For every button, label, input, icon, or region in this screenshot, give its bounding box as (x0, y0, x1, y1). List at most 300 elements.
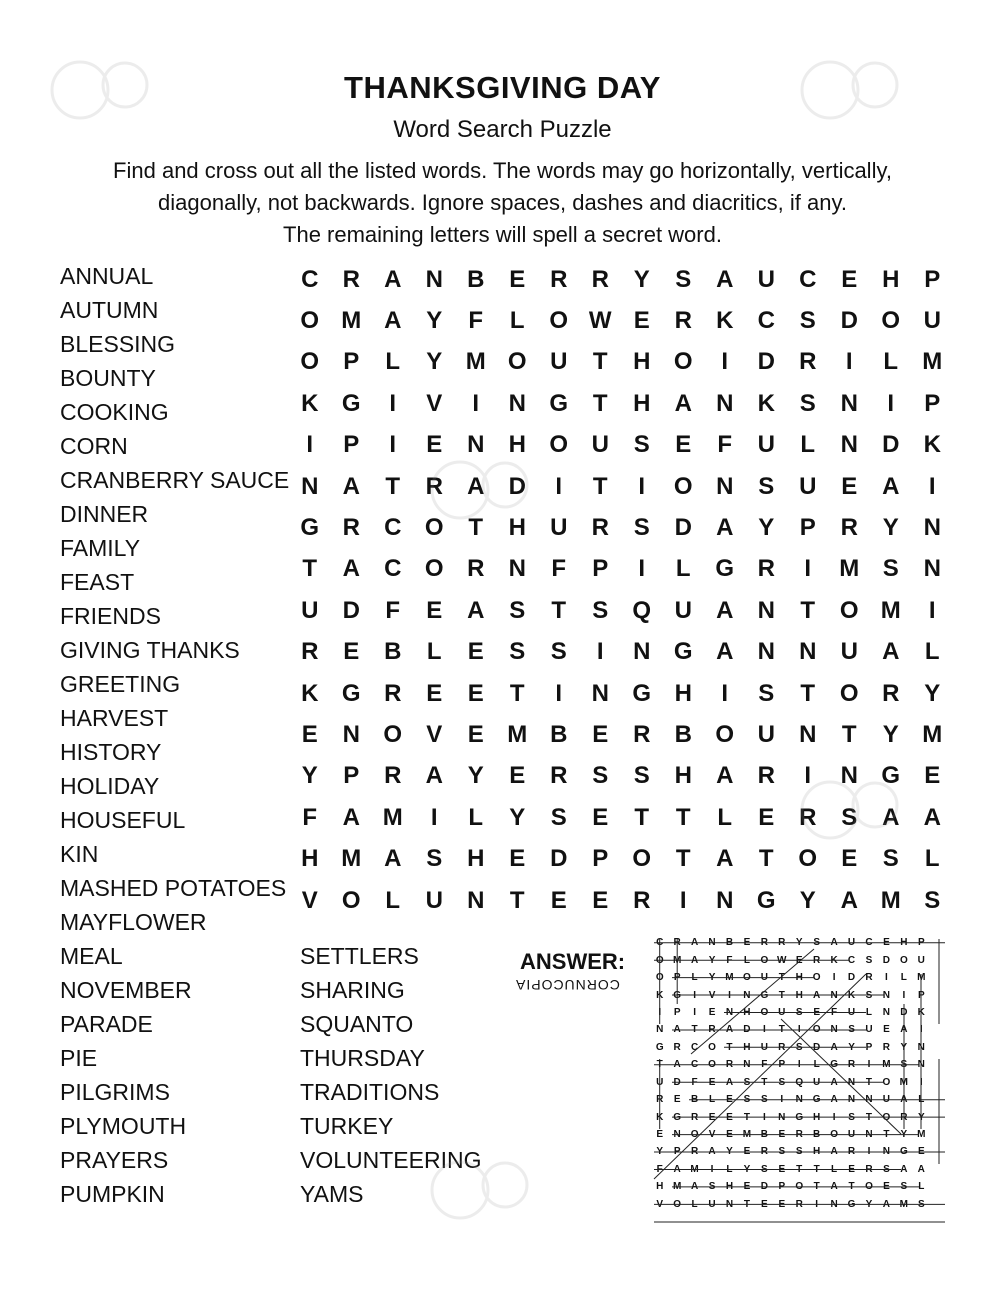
grid-letter: L (385, 348, 401, 376)
word-list-item: PARADE (60, 1011, 153, 1037)
word-list-item: AUTUMN (60, 297, 159, 323)
solution-letter: G (673, 989, 682, 1001)
word-list-item: PUMPKIN (60, 1181, 165, 1207)
grid-letter: G (715, 555, 735, 583)
solution-letter: I (780, 1094, 784, 1106)
grid-letter: N (425, 265, 443, 293)
grid-letter: T (592, 472, 608, 500)
grid-letter-row (289, 507, 953, 548)
grid-letter: R (591, 265, 609, 293)
grid-letter: T (509, 679, 525, 707)
solution-letter: M (899, 1076, 909, 1088)
grid-letter: H (467, 845, 485, 873)
solution-letter: R (813, 954, 821, 966)
solution-letter: E (708, 1076, 716, 1088)
solution-letter: E (726, 1111, 733, 1123)
solution-letter: W (777, 954, 787, 966)
grid-letter: I (721, 679, 729, 707)
solution-letter: B (725, 937, 734, 949)
grid-letter: C (384, 555, 402, 583)
grid-letter: E (426, 596, 443, 624)
grid-letter: A (716, 845, 734, 873)
grid-letter: S (924, 886, 941, 914)
instruction-line: diagonally, not backwards. Ignore spaces, dashes and diacritics, if any. (158, 190, 847, 215)
grid-letter: H (633, 348, 651, 376)
solution-letter: M (742, 1129, 752, 1141)
solution-letter: L (918, 1181, 925, 1193)
solution-letter: R (778, 937, 786, 949)
solution-letter: Y (726, 1146, 733, 1158)
grid-letter: V (301, 886, 318, 914)
solution-letter: O (882, 1076, 891, 1088)
grid-letter: I (845, 348, 853, 376)
solution-letter: M (672, 1181, 682, 1193)
solution-letter: F (726, 954, 733, 966)
solution-letter: E (778, 1163, 786, 1175)
grid-letter: Y (924, 679, 941, 707)
grid-letter: R (633, 720, 651, 748)
grid-letter: A (840, 886, 858, 914)
grid-letter: P (924, 265, 941, 293)
solution-letter: O (760, 1006, 769, 1018)
word-list-item: ANNUAL (60, 263, 154, 289)
grid-letter: R (674, 307, 692, 335)
solution-letter: B (690, 1094, 699, 1106)
grid-letter: Q (632, 596, 652, 624)
grid-letter: U (757, 265, 775, 293)
solution-letter: R (900, 1111, 908, 1123)
grid-letter: R (342, 265, 360, 293)
solution-letter: R (795, 1129, 803, 1141)
grid-letter: E (509, 762, 526, 790)
solution-letter: G (847, 1198, 856, 1210)
solution-letter: S (865, 989, 873, 1001)
solution-letter: T (778, 1024, 785, 1036)
grid-letter: D (840, 307, 858, 335)
grid-letter: M (341, 845, 362, 873)
word-list-item: HOUSEFUL (60, 807, 186, 833)
solution-letter: H (813, 1111, 821, 1123)
solution-letter: L (865, 1006, 873, 1018)
solution-letter: A (830, 1041, 838, 1053)
grid-letter: A (716, 762, 734, 790)
grid-letter-row (289, 549, 953, 590)
solution-letter: R (673, 937, 681, 949)
grid-letter: A (384, 307, 402, 335)
solution-letter: E (726, 1094, 733, 1106)
solution-letter: C (690, 1041, 699, 1053)
solution-letter: T (743, 1111, 750, 1123)
solution-letter: U (917, 954, 925, 966)
solution-letter: O (655, 954, 664, 966)
grid-letter: S (592, 596, 609, 624)
grid-letter: A (342, 472, 360, 500)
grid-letter-row (289, 259, 953, 300)
solution-letter: S (778, 1146, 786, 1158)
solution-letter: S (761, 1163, 768, 1175)
grid-letter: A (425, 762, 443, 790)
grid-letter: E (592, 886, 609, 914)
grid-letter: S (882, 845, 899, 873)
solution-letter: M (899, 1198, 909, 1210)
grid-letter: S (633, 431, 650, 459)
solution-letter: S (708, 1181, 716, 1193)
solution-letter: I (658, 1006, 662, 1018)
grid-letter: W (588, 307, 612, 335)
solution-letter: I (919, 1076, 923, 1088)
grid-letter: A (716, 596, 734, 624)
solution-letter: E (883, 1181, 890, 1193)
solution-letter: A (708, 1146, 716, 1158)
word-list-item: BLESSING (60, 331, 176, 357)
solution-letter: R (865, 1163, 873, 1175)
grid-letter: G (881, 762, 901, 790)
grid-letter: F (717, 431, 733, 459)
solution-letter: E (656, 1129, 664, 1141)
grid-letter: H (508, 514, 526, 542)
solution-letter: A (830, 937, 838, 949)
grid-letter: F (468, 307, 484, 335)
grid-letter: Y (467, 762, 484, 790)
grid-letter: B (674, 720, 692, 748)
solution-letter: I (867, 1146, 871, 1158)
solution-letter: A (690, 937, 699, 949)
solution-letter: O (690, 1129, 699, 1141)
solution-letter: N (830, 989, 838, 1001)
solution-letter: A (673, 1024, 681, 1036)
grid-letter: N (840, 431, 858, 459)
solution-letter: A (830, 1146, 838, 1158)
solution-letter: N (865, 1129, 873, 1141)
grid-letter: S (882, 555, 899, 583)
grid-letter: L (717, 803, 733, 831)
grid-letter: T (592, 389, 608, 417)
solution-letter: N (778, 1111, 786, 1123)
word-list-item: TRADITIONS (300, 1079, 440, 1105)
solution-letter: R (882, 1041, 891, 1053)
grid-letter: C (384, 514, 402, 542)
grid-letter: A (882, 638, 900, 666)
grid-letter: T (675, 845, 691, 873)
solution-letter: S (795, 1146, 803, 1158)
grid-letter: Y (301, 762, 318, 790)
grid-letter: E (467, 720, 484, 748)
solution-letter: N (673, 1129, 681, 1141)
solution-letter: C (847, 954, 856, 966)
word-list-item: CRANBERRY SAUCE (60, 467, 290, 493)
grid-letter: M (880, 886, 901, 914)
solution-letter: F (691, 1076, 698, 1088)
grid-letter: Y (882, 720, 899, 748)
grid-letter: T (302, 555, 318, 583)
solution-letter: S (795, 1041, 803, 1053)
solution-letter: Y (848, 1041, 855, 1053)
solution-letter: O (673, 1198, 682, 1210)
solution-letter: Y (795, 937, 803, 949)
solution-letter: T (656, 1059, 663, 1071)
grid-letter: M (922, 348, 943, 376)
solution-letter: T (691, 1024, 698, 1036)
grid-letter: Y (426, 307, 443, 335)
grid-letter: A (882, 803, 900, 831)
solution-letter: T (778, 989, 785, 1001)
word-list-item: PRAYERS (60, 1147, 169, 1173)
solution-letter: I (867, 1059, 871, 1071)
word-list-item: MAYFLOWER (60, 909, 207, 935)
solution-letter: O (812, 972, 821, 984)
grid-letter: S (841, 803, 858, 831)
word-list-item: GIVING THANKS (60, 637, 240, 663)
solution-letter: P (673, 1146, 681, 1158)
grid-letter: A (467, 596, 485, 624)
solution-letter: R (865, 972, 873, 984)
grid-letter: R (882, 679, 900, 707)
solution-letter: A (830, 1076, 838, 1088)
solution-letter: O (708, 1041, 716, 1053)
solution-letter: G (812, 1094, 821, 1106)
solution-letter: A (917, 1163, 925, 1175)
grid-letter: S (592, 762, 609, 790)
solution-letter: N (882, 1006, 891, 1018)
grid-letter: N (633, 638, 651, 666)
grid-letter: I (472, 389, 480, 417)
solution-letter: E (848, 1163, 855, 1175)
solution-letter: R (778, 1041, 786, 1053)
solution-letter: U (708, 1198, 716, 1210)
solution-letter: E (743, 937, 751, 949)
solution-letter: I (815, 1198, 819, 1210)
solution-letter: N (725, 1006, 734, 1018)
grid-letter: T (592, 348, 608, 376)
word-list-item: BOUNTY (60, 365, 156, 391)
word-list-item: THURSDAY (300, 1045, 425, 1071)
grid-letter: E (592, 803, 609, 831)
grid-letter: I (555, 472, 563, 500)
grid-letter: O (839, 679, 859, 707)
grid-letter: V (426, 389, 443, 417)
solution-letter: K (830, 954, 838, 966)
grid-letter: P (343, 762, 360, 790)
grid-letter: G (300, 514, 320, 542)
word-list-item: HOLIDAY (60, 773, 160, 799)
grid-letter: L (924, 845, 940, 873)
solution-letter: S (883, 1163, 890, 1175)
grid-letter: R (550, 762, 568, 790)
grid-letter: N (716, 472, 734, 500)
grid-letter: A (923, 803, 941, 831)
word-list-item: MEAL (60, 943, 123, 969)
grid-letter: S (799, 307, 816, 335)
grid-letter-row (289, 383, 953, 424)
grid-letter: G (341, 679, 361, 707)
solution-letter: Q (795, 1076, 804, 1088)
puzzle-subtitle: Word Search Puzzle (393, 116, 612, 143)
solution-letter: B (813, 1129, 821, 1141)
grid-letter: N (508, 555, 526, 583)
word-list-item: HISTORY (60, 739, 162, 765)
solution-letter: V (708, 1129, 716, 1141)
grid-letter: N (840, 389, 858, 417)
grid-letter: T (385, 472, 401, 500)
grid-letter: O (881, 307, 901, 335)
grid-letter: N (757, 596, 775, 624)
solution-letter: N (830, 1198, 838, 1210)
grid-letter: S (509, 596, 526, 624)
grid-letter: I (430, 803, 438, 831)
answer-label: ANSWER: (520, 949, 626, 974)
grid-letter: G (673, 638, 693, 666)
solution-letter: A (900, 1094, 908, 1106)
solution-letter: S (743, 1076, 751, 1088)
grid-letter: I (804, 555, 812, 583)
solution-letter: C (690, 1059, 699, 1071)
word-list-item: GREETING (60, 671, 181, 697)
solution-letter: T (848, 1181, 855, 1193)
grid-letter: T (841, 720, 857, 748)
grid-letter: I (596, 638, 604, 666)
grid-letter: T (758, 845, 774, 873)
grid-letter: R (799, 348, 817, 376)
solution-letter: I (797, 1059, 801, 1071)
grid-letter: R (425, 472, 443, 500)
solution-letter: D (813, 1041, 821, 1053)
solution-letter: N (725, 1198, 734, 1210)
grid-letter: E (509, 845, 526, 873)
grid-letter: M (922, 720, 943, 748)
grid-letter: A (674, 389, 692, 417)
word-list-item: PLYMOUTH (60, 1113, 187, 1139)
grid-letter: G (632, 679, 652, 707)
word-list-item: YAMS (300, 1181, 364, 1207)
solution-letter: E (883, 1024, 890, 1036)
solution-letter: V (708, 989, 716, 1001)
solution-letter: I (885, 972, 888, 984)
solution-letter: D (743, 1024, 751, 1036)
grid-letter: I (638, 472, 646, 500)
solution-letter: G (795, 1111, 804, 1123)
grid-letter: U (674, 596, 692, 624)
instruction-line: Find and cross out all the listed words. The words may go horizontally, vertically, (113, 158, 892, 183)
grid-letter: U (757, 431, 775, 459)
grid-letter: T (800, 679, 816, 707)
grid-letter: N (342, 720, 360, 748)
solution-letter: S (848, 1024, 855, 1036)
solution-letter: P (778, 1181, 786, 1193)
grid-letter: E (343, 638, 360, 666)
solution-letter: M (917, 972, 926, 984)
solution-letter: T (743, 1198, 750, 1210)
grid-letter: E (675, 431, 692, 459)
word-list-item: DINNER (60, 501, 149, 527)
word-list-item: TURKEY (300, 1113, 394, 1139)
grid-letter: K (923, 431, 941, 459)
solution-letter: E (743, 1181, 751, 1193)
solution-letter: O (795, 1181, 804, 1193)
solution-letter: I (710, 1163, 714, 1175)
grid-letter: G (341, 389, 361, 417)
grid-letter: D (342, 596, 360, 624)
grid-letter: N (716, 389, 734, 417)
solution-letter: S (743, 1094, 751, 1106)
solution-letter: E (708, 1006, 716, 1018)
solution-letter: U (778, 1006, 786, 1018)
word-list-item: SHARING (300, 977, 405, 1003)
grid-letter: H (508, 431, 526, 459)
watermark-logo (40, 40, 160, 150)
solution-letter: O (708, 1059, 716, 1071)
grid-letter: O (673, 472, 693, 500)
solution-letter: N (917, 1059, 925, 1071)
grid-letter: I (389, 431, 397, 459)
solution-letter: N (708, 937, 716, 949)
grid-letter-row (289, 466, 953, 507)
solution-letter: R (760, 1146, 768, 1158)
solution-letter: H (795, 989, 803, 1001)
grid-letter: R (384, 762, 402, 790)
word-list-item: PIE (60, 1045, 98, 1071)
word-list-left (60, 259, 289, 1211)
solution-letter: S (761, 1094, 768, 1106)
solution-letter: U (847, 937, 856, 949)
grid-letter: R (301, 638, 319, 666)
solution-letter: Y (743, 1163, 751, 1175)
grid-letter-row (289, 880, 953, 921)
word-list-item: FAMILY (60, 535, 141, 561)
grid-letter: E (509, 265, 526, 293)
grid-letter: U (923, 307, 941, 335)
grid-letter: N (923, 555, 941, 583)
solution-letter: T (883, 1129, 890, 1141)
grid-letter: S (675, 265, 692, 293)
solution-letter: L (813, 1059, 820, 1071)
solution-letter: G (830, 1059, 838, 1071)
grid-letter: K (301, 679, 319, 707)
solution-letter: H (656, 1181, 664, 1193)
solution-letter: A (673, 1059, 681, 1071)
grid-letter: O (549, 431, 569, 459)
grid-letter-row (289, 714, 953, 755)
solution-letter: A (813, 989, 821, 1001)
grid-letter: E (426, 431, 443, 459)
grid-letter: N (840, 762, 858, 790)
solution-letter: Y (900, 1129, 908, 1141)
solution-letter: I (728, 989, 731, 1001)
solution-letter: I (919, 1024, 923, 1036)
solution-letter: E (813, 1006, 820, 1018)
solution-letter: Y (900, 1041, 908, 1053)
solution-letter: O (882, 1111, 891, 1123)
grid-letter: R (633, 886, 651, 914)
solution-letter: F (831, 1006, 838, 1018)
solution-letter: P (778, 1059, 786, 1071)
grid-letter: L (883, 348, 899, 376)
solution-letter: N (830, 1024, 838, 1036)
solution-letter: U (882, 1094, 891, 1106)
solution-letter: E (917, 1146, 925, 1158)
grid-letter: R (342, 514, 360, 542)
grid-letter: D (508, 472, 526, 500)
grid-letter: O (715, 720, 735, 748)
grid-letter: O (424, 555, 444, 583)
solution-letter: M (882, 1059, 891, 1071)
grid-letter: T (675, 803, 691, 831)
grid-letter: E (467, 679, 484, 707)
grid-letter: S (550, 638, 567, 666)
solution-letter: T (813, 1181, 820, 1193)
grid-letter: E (301, 720, 318, 748)
solution-letter: C (656, 937, 664, 949)
solution-letter: D (760, 1181, 768, 1193)
